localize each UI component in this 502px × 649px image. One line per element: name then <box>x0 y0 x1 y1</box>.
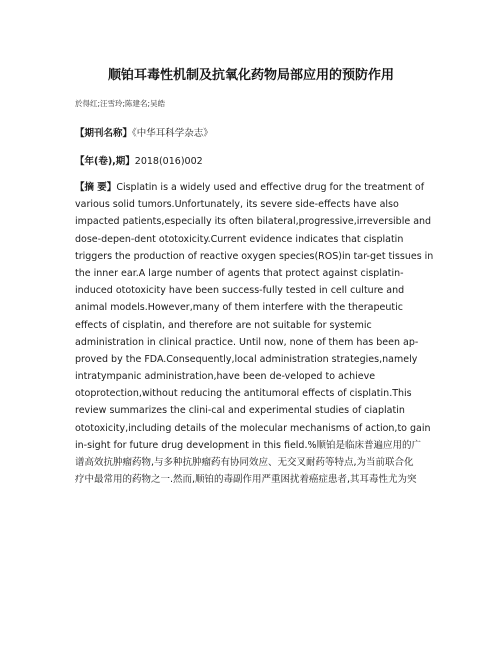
abstract-line: in-sight for future drug development in this field.%顺铂是临床普遍应用的广 <box>75 439 422 451</box>
abstract-line: ototoxicity,including details of the molecular mechanisms of action,to gain <box>75 422 431 434</box>
abstract-line: dose-depen-dent ototoxicity.Current evidence indicates that cisplatin <box>75 233 404 245</box>
article-title: 顺铂耳毒性机制及抗氧化药物局部应用的预防作用 <box>107 68 394 83</box>
issue-row <box>75 153 203 167</box>
abstract-line: the inner ear.A large number of agents that protect against cisplatin- <box>75 267 404 279</box>
abstract-line: impacted patients,especially its often bilateral,progressive,irreversible and <box>75 216 432 228</box>
issue-label: 【年(卷),期】 <box>75 156 135 167</box>
abstract-line: 谱高效抗肿瘤药物,与多种抗肿瘤药有协同效应、无交叉耐药等特点,为当前联合化 <box>75 457 414 468</box>
abstract-line: 疗中最常用的药物之一.然而,顺铂的毒副作用严重困扰着癌症患者,其耳毒性尤为突 <box>75 474 417 486</box>
issue-value: 2018(016)002 <box>134 156 203 167</box>
abstract-line: otoprotection,without reducing the antitumoral effects of cisplatin.This <box>75 388 412 400</box>
abstract-line: administration in clinical practice. Until now, none of them has been ap- <box>75 336 419 348</box>
abstract-line: triggers the production of reactive oxygen species(ROS)in tar-get tissues in <box>75 250 434 262</box>
abstract-line: various solid tumors.Unfortunately, its severe side-effects have also <box>75 199 399 211</box>
abstract-line: effects of cisplatin, and therefore are not suitable for systemic <box>75 319 372 331</box>
abstract-line: review summarizes the clini-cal and experimental studies of ciaplatin <box>75 405 405 417</box>
journal-label: 【期刊名称】 <box>75 128 133 139</box>
abstract-label: 【摘 要】 <box>75 182 117 193</box>
author-list: 於得红;汪雪玲;陈建名;吴皓 <box>75 99 166 108</box>
abstract-line-text: Cisplatin is a widely used and effective drug for the treatment of <box>116 182 425 193</box>
journal-name: 《中华耳科学杂志》 <box>132 128 213 139</box>
abstract-line: intratympanic administration,have been de-veloped to achieve <box>75 371 376 383</box>
abstract-line: induced ototoxicity have been success-fully tested in cell culture and <box>75 285 405 297</box>
journal-row <box>75 125 213 139</box>
abstract-line <box>75 179 437 196</box>
abstract-line: animal models.However,many of them interfere with the therapeutic <box>75 302 403 314</box>
abstract-block <box>75 179 437 488</box>
abstract-line: proved by the FDA.Consequently,local administration strategies,namely <box>75 353 418 365</box>
